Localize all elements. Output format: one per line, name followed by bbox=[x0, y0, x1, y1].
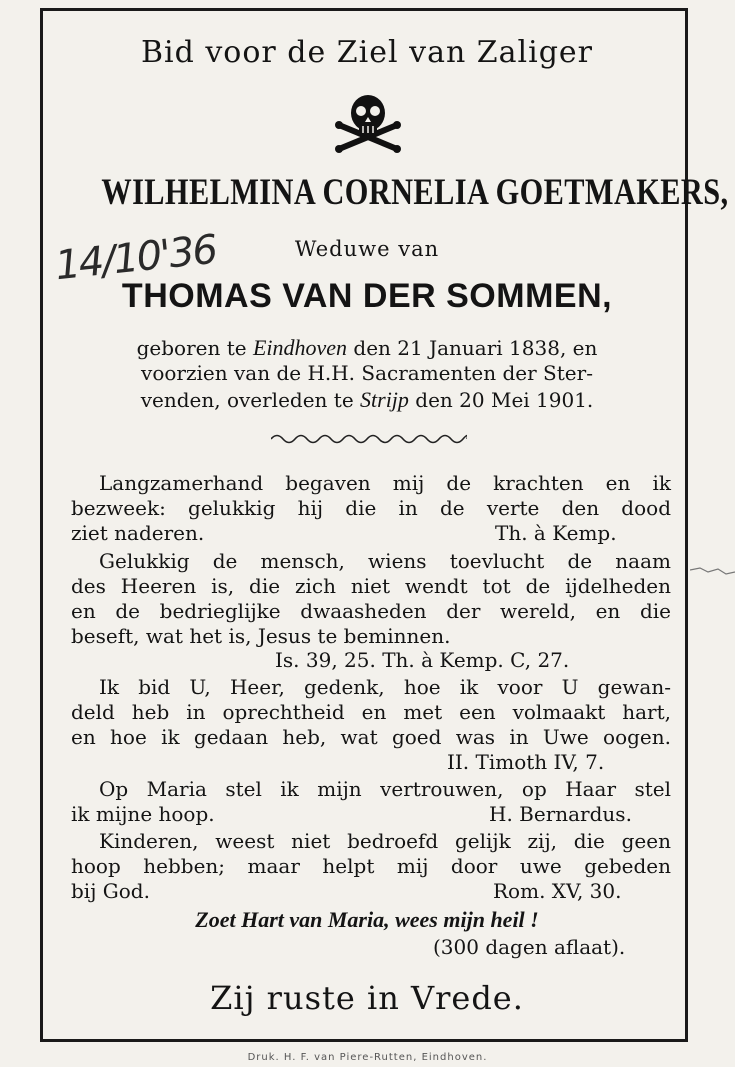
quote-5-line-3: bij God. bbox=[71, 879, 150, 903]
quote-2-line-4: beseft, wat het is, Jesus te beminnen. bbox=[71, 624, 451, 648]
quote-1-reference: Th. à Kemp. bbox=[495, 521, 617, 545]
bio-line-3: venden, overleden te Strijp den 20 Mei 1901. bbox=[140, 387, 594, 412]
quote-1-line-2: bezweek: gelukkig hij die in de verte den dood bbox=[71, 496, 671, 520]
widow-of-label: Weduwe van bbox=[294, 237, 440, 261]
quote-2-line-1: Gelukkig de mensch, wiens toevlucht de naam bbox=[99, 549, 671, 573]
quote-5-line-1: Kinderen, weest niet bedroefd gelijk zij, die geen bbox=[99, 829, 671, 853]
quote-3-line-1: Ik bid U, Heer, gedenk, hoe ik voor U gewan- bbox=[99, 675, 671, 699]
card-heading: Bid voor de Ziel van Zaliger bbox=[140, 35, 594, 70]
quote-4-line-2: ik mijne hoop. bbox=[71, 802, 215, 826]
memorial-card bbox=[40, 8, 729, 1042]
skull-crossbones-icon bbox=[333, 91, 403, 153]
bio-line-1: geboren te Eindhoven den 21 Januari 1838, en bbox=[136, 335, 598, 360]
quote-2-line-2: des Heeren is, die zich niet wendt tot de ijdelheden bbox=[71, 574, 671, 598]
quote-1-line-3: ziet naderen. bbox=[71, 521, 205, 545]
paper-tear-mark bbox=[690, 562, 735, 582]
quote-3-line-2: deld heb in oprechtheid en met een volmaakt hart, bbox=[71, 700, 671, 724]
birth-place: Eindhoven bbox=[252, 335, 348, 360]
quote-4-reference: H. Bernardus. bbox=[489, 802, 632, 826]
quote-3-reference: II. Timoth IV, 7. bbox=[447, 750, 605, 774]
handwritten-note: 14/10'36 bbox=[53, 226, 219, 290]
quote-3-line-3: en hoe ik gedaan heb, wat goed was in Uwe oogen. bbox=[71, 725, 671, 749]
printer-credit: Druk. H. F. van Piere-Rutten, Eindhoven. bbox=[247, 1052, 488, 1063]
indulgence-note: (300 dagen aflaat). bbox=[433, 935, 626, 959]
deceased-name: WILHELMINA CORNELIA GOETMAKERS, bbox=[101, 172, 729, 213]
quote-2-reference: Is. 39, 25. Th. à Kemp. C, 27. bbox=[275, 648, 570, 672]
bio-line-2: voorzien van de H.H. Sacramenten der Ster- bbox=[141, 361, 593, 385]
prayer-line: Zoet Hart van Maria, wees mijn heil ! bbox=[195, 907, 539, 932]
death-place: Strijp bbox=[360, 387, 409, 412]
closing-line: Zij ruste in Vrede. bbox=[210, 979, 524, 1017]
quote-1-line-1: Langzamerhand begaven mij de krachten en ik bbox=[99, 471, 671, 495]
wavy-divider bbox=[271, 431, 467, 447]
husband-name: THOMAS VAN DER SOMMEN, bbox=[121, 277, 613, 315]
quote-4-line-1: Op Maria stel ik mijn vertrouwen, op Haar stel bbox=[99, 777, 671, 801]
quote-5-reference: Rom. XV, 30. bbox=[493, 879, 622, 903]
quote-5-line-2: hoop hebben; maar helpt mij door uwe gebeden bbox=[71, 854, 671, 878]
quote-2-line-3: en de bedrieglijke dwaasheden der wereld, en die bbox=[71, 599, 671, 623]
